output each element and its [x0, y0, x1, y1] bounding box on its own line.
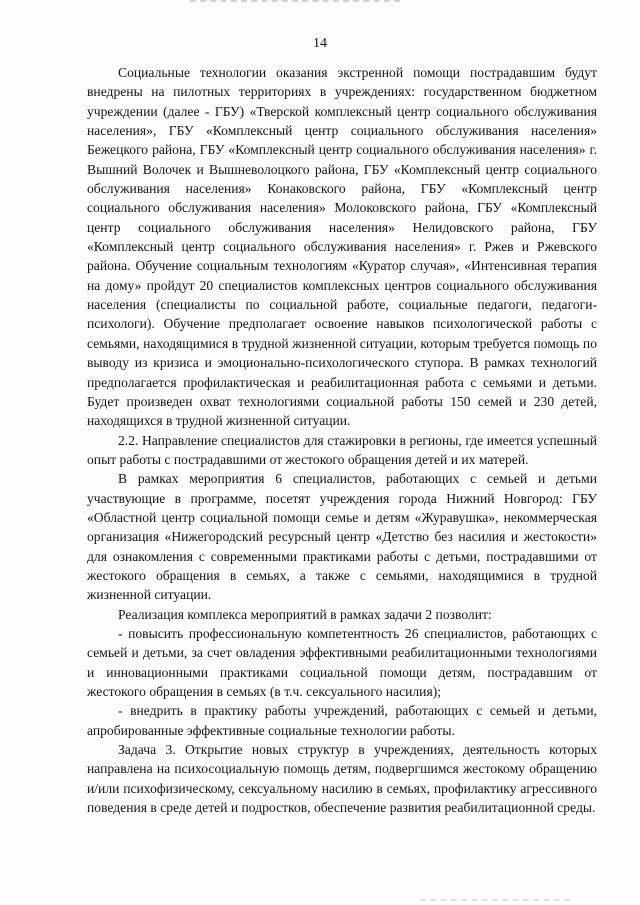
paragraph-result-practice: - внедрить в практику работы учреждений, работающих с семьей и детьми, апробированные эффективные социальные технологии работы.	[87, 703, 597, 738]
paragraph-task-3: Задача 3. Открытие новых структур в учреждениях, деятельность которых направлена на психосоциальную помощь детям, подвергшимся жестокому обращению и/или психофизическому, сексуальному насилию в семьях, профилактику агрессивного поведения в среде детей и подростков, обеспечение развития реабилитационной среды.	[87, 742, 597, 816]
paragraph-result-competence: - повысить профессиональную компетентность 26 специалистов, работающих с семьей и детьми, за счет овладения эффективными реабилитационными технологиями и инновационными практиками социальной помощи детям, пострадавшим от жестокого обращения в семьях (в т.ч. сексуального насилия);	[87, 625, 597, 699]
scan-artifact-bottom	[420, 897, 570, 901]
paragraph-nizhny-novgorod-visit: В рамках мероприятия 6 специалистов, работающих с семьей и детьми участвующие в программе, посетят учреждения города Нижний Новгород: ГБУ «Областной центр социальной помощи семье и детям «Журавушка», некоммерческая организация «Нижегородский ресурсный центр «Детство без насилия и жестокости» для ознакомления с современными практиками работы с детьми, пострадавшими от жестокого обращения в семьях, а также с семьями, находящимися в трудной жизненной ситуации.	[87, 471, 597, 603]
page-number: 14	[313, 36, 327, 51]
scan-artifact-top	[190, 0, 400, 5]
paragraph-pilot-territories: Социальные технологии оказания экстренной помощи пострадавшим будут внедрены на пилотных территориях в учреждениях: государственном бюджетном учреждении (далее - ГБУ) «Тверской комплексный центр социального обслуживания населения», ГБУ «Комплексный центр социального обслуживания населения» Бежецкого района, ГБУ «Комплексный центр социального обслуживания населения» г. Вышний Волочек и Вышневолоцкого района, ГБУ «Комплексный центр социального обслуживания населения» Конаковского района, ГБУ «Комплексный центр социального обслуживания населения» Молоковского района, ГБУ «Комплексный центр социального обслуживания населения» Нелидовского района, ГБУ «Комплексный центр социального обслуживания населения» г. Ржев и Ржевского района. Обучение социальным технологиям «Куратор случая», «Интенсивная терапия на дому» пройдут 20 специалистов комплексных центров социального обслуживания населения (специалисты по социальной работе, социальные педагоги, педагоги-психологи). Обучение предполагает освоение навыков психологической работы с семьями, находящимися в трудной жизненной ситуации, которым требуется помощь по выводу из кризиса и эмоционально-психологического ступора. В рамках технологий предполагается профилактическая и реабилитационная работа с семьями и детьми. Будет произведен охват технологиями социальной работы 150 семей и 230 детей, находящихся в трудной жизненной ситуации.	[87, 65, 597, 429]
paragraph-section-2-2: 2.2. Направление специалистов для стажировки в регионы, где имеется успешный опыт работы с пострадавшими от жестокого обращения детей и их матерей.	[87, 432, 597, 467]
document-body	[87, 63, 597, 817]
paragraph-task-2-results-intro: Реализация комплекса мероприятий в рамках задачи 2 позволит:	[118, 606, 492, 622]
